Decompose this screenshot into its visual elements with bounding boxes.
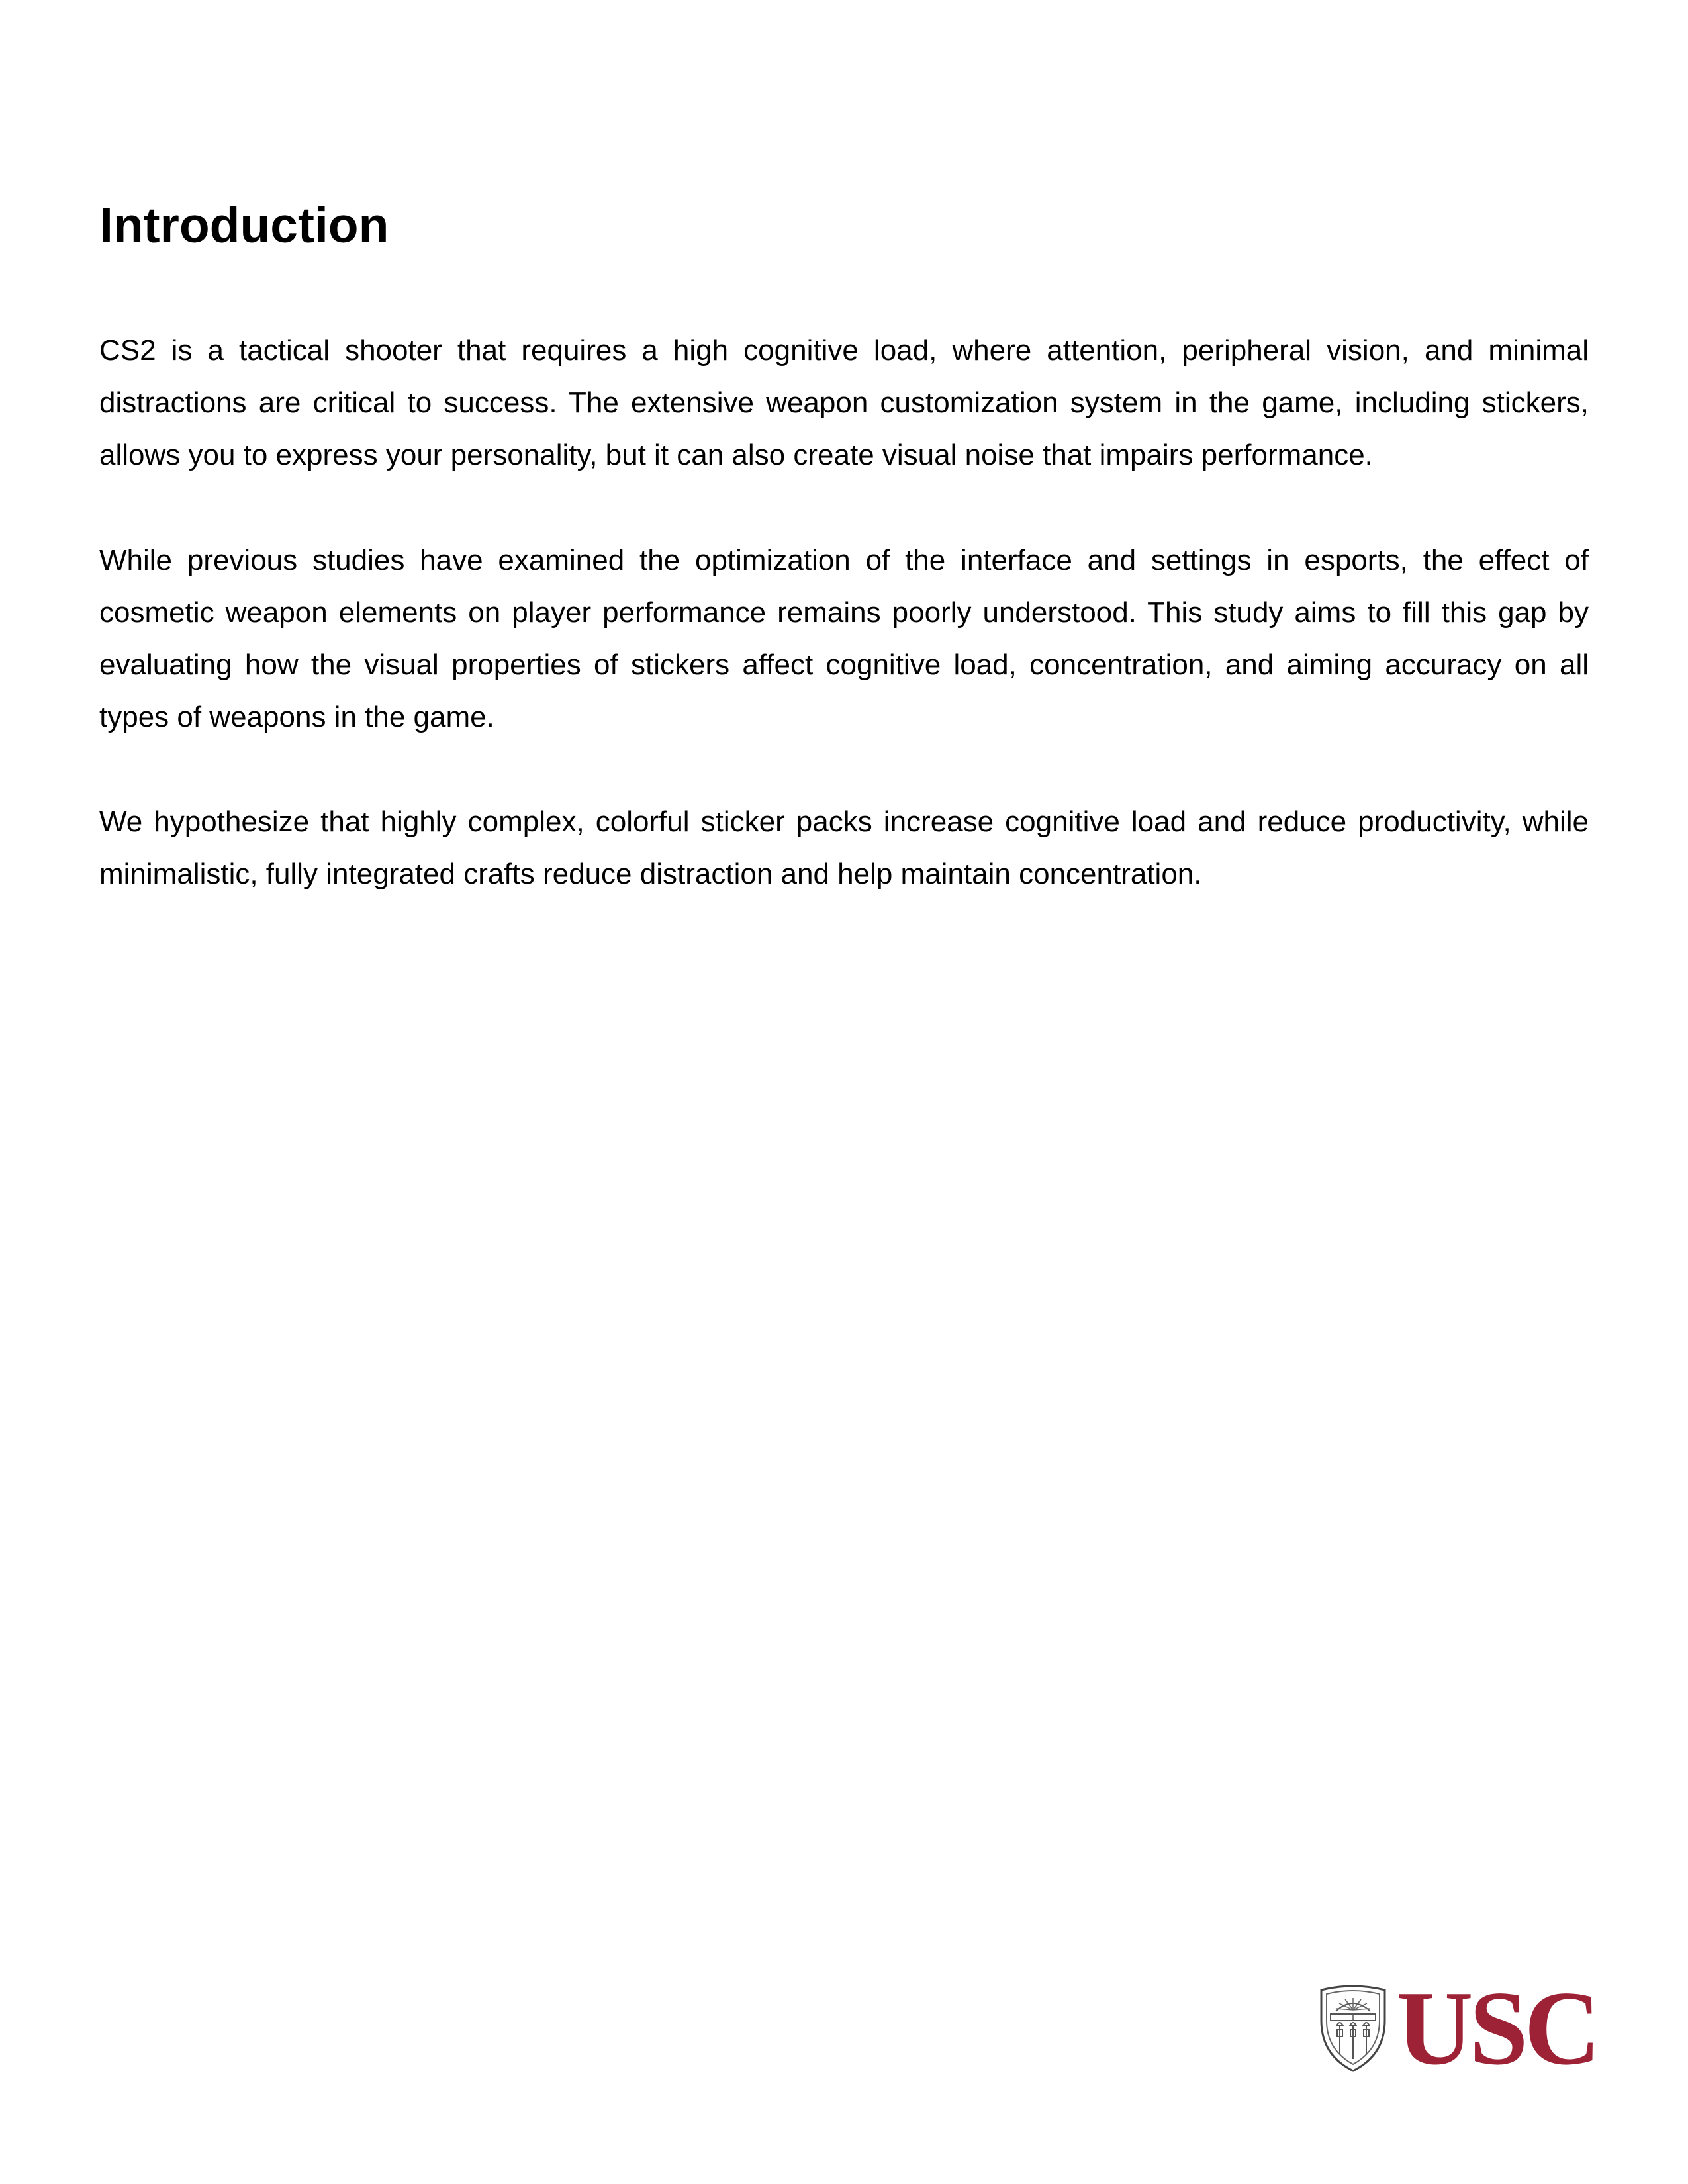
usc-wordmark: USC [1397, 1969, 1597, 2087]
document-body [99, 192, 1589, 890]
paragraph-3: We hypothesize that highly complex, colorful sticker packs increase cognitive load and reduce productivity, while minimalistic, fully integrated crafts reduce distraction and help maintain concentration. [99, 805, 1589, 890]
paragraph-2: While previous studies have examined the optimization of the interface and settings in esports, the effect of cosmetic weapon elements on player performance remains poorly understood. This study aims to fill this gap by evaluating how the visual properties of stickers affect cognitive load, concentration, and aiming accuracy on all types of weapons in the game. [99, 544, 1589, 733]
section-title: Introduction [99, 197, 389, 253]
usc-shield-icon [1316, 1981, 1390, 2073]
paragraph-1: CS2 is a tactical shooter that requires a high cognitive load, where attention, peripheral vision, and minimal distractions are critical to success. The extensive weapon customization system in the game, including stickers, allows you to express your personality, but it can also create visual noise that impairs performance. [99, 334, 1589, 471]
usc-logo [1316, 1969, 1597, 2087]
